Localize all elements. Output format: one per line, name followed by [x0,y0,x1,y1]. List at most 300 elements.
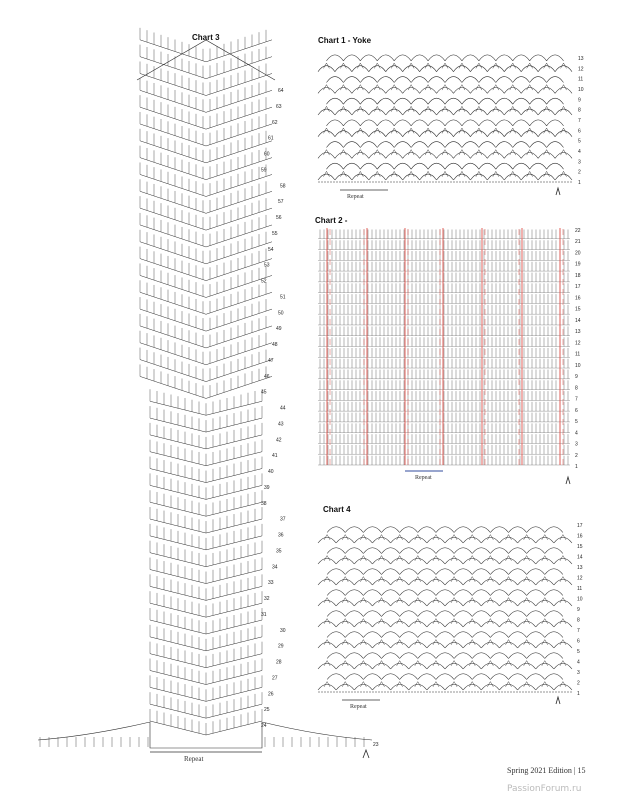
row-number: 13 [575,329,581,336]
chain-arch [479,163,496,169]
row-number: 8 [578,107,581,114]
row-number: 5 [578,138,581,145]
row-number: 33 [268,580,274,587]
row-number: 15 [575,306,581,313]
chain-arch [462,163,479,169]
chain-arch [487,174,504,180]
chain-arch [454,527,472,533]
chain-arch [418,548,436,554]
row-number: 53 [264,262,270,269]
chain-arch [499,537,517,543]
row-number: 3 [577,670,580,676]
chain-arch [409,537,427,543]
row-number: 1 [577,691,580,697]
chain-arch [377,77,394,83]
chain-arch [409,642,427,648]
chain-arch [490,527,508,533]
chain-arch [538,109,555,115]
chain-arch [437,87,454,93]
chain-arch [513,163,530,169]
chain-arch [363,569,381,575]
chart-2-start-arrow [566,477,570,484]
row-number: 64 [278,88,284,94]
chain-arch [554,600,572,606]
chain-arch [318,558,336,564]
row-number: 61 [268,135,274,142]
chain-arch [536,642,554,648]
chain-arch [499,558,517,564]
chain-arch [462,120,479,126]
row-number: 10 [578,87,584,93]
chain-arch [420,174,437,180]
chain-arch [400,590,418,596]
row-number: 38 [261,500,267,507]
chain-arch [499,621,517,627]
chain-arch [372,579,390,585]
chain-arch [445,642,463,648]
chain-arch [411,55,428,61]
chain-arch [327,611,345,617]
chain-arch [470,87,487,93]
chain-arch [372,537,390,543]
row-number: 3 [575,441,578,448]
chain-arch [327,653,345,659]
row-number: 6 [577,638,580,645]
chain-arch [436,527,454,533]
chain-arch [453,131,470,137]
chain-arch [513,98,530,104]
chain-arch [391,684,409,690]
row-number: 13 [577,565,583,571]
chain-arch [420,152,437,158]
chain-arch [336,537,354,543]
row-number: 59 [261,167,267,174]
chain-arch [462,98,479,104]
chain-arch [453,87,470,93]
chain-arch [487,131,504,137]
chain-arch [372,663,390,669]
chart-1-repeat-label: Repeat [347,194,364,200]
chain-arch [437,152,454,158]
row-number: 15 [577,544,583,550]
chart-3-diagram [38,28,372,758]
chain-arch [411,77,428,83]
chain-arch [521,87,538,93]
row-number: 26 [268,691,274,698]
chain-arch [420,87,437,93]
chain-arch [437,66,454,72]
chain-arch [352,109,369,115]
chain-arch [360,98,377,104]
row-number: 45 [261,389,267,396]
chain-arch [386,131,403,137]
chain-arch [445,663,463,669]
chart-3-peak [137,40,275,80]
row-number: 7 [577,628,580,634]
row-number: 7 [578,118,581,124]
chain-arch [463,537,481,543]
chain-arch [445,537,463,543]
row-number: 1 [578,180,581,186]
row-number: 8 [575,385,578,392]
chain-arch [343,55,360,61]
chain-arch [513,120,530,126]
chain-arch [382,632,400,638]
chain-arch [345,569,363,575]
chain-arch [427,558,445,564]
chain-arch [343,120,360,126]
chain-arch [536,684,554,690]
chain-arch [318,600,336,606]
chain-arch [490,632,508,638]
row-number: 55 [272,230,278,237]
chain-arch [403,87,420,93]
row-number: 2 [575,452,578,459]
row-number: 5 [577,649,580,655]
chain-arch [538,66,555,72]
chain-arch [336,642,354,648]
chain-arch [530,163,547,169]
chain-arch [352,87,369,93]
chain-arch [504,109,521,115]
chain-arch [538,87,555,93]
chain-arch [326,163,343,169]
chain-arch [420,66,437,72]
row-number: 8 [577,617,580,624]
chain-arch [326,120,343,126]
chain-arch [463,600,481,606]
chain-arch [545,590,563,596]
chain-arch [391,579,409,585]
chain-arch [481,558,499,564]
chain-arch [445,579,463,585]
chain-arch [470,66,487,72]
chain-arch [472,527,490,533]
chain-arch [479,120,496,126]
chain-arch [490,653,508,659]
chart-4-row-numbers [577,523,583,697]
chain-arch [382,653,400,659]
chain-arch [445,600,463,606]
row-number: 28 [276,659,282,666]
chain-arch [554,663,572,669]
chart-2-title: Chart 2 - [315,216,348,225]
chain-arch [336,663,354,669]
chain-arch [418,527,436,533]
chain-arch [470,131,487,137]
chain-arch [445,77,462,83]
chain-arch [547,120,564,126]
row-number: 3 [578,159,581,166]
chain-arch [521,152,538,158]
chain-arch [327,674,345,680]
chain-arch [343,98,360,104]
chain-arch [343,142,360,148]
chain-arch [327,569,345,575]
chain-arch [504,174,521,180]
chain-arch [536,663,554,669]
chain-arch [463,579,481,585]
chain-arch [545,653,563,659]
chain-arch [409,579,427,585]
chain-arch [411,120,428,126]
chain-arch [403,131,420,137]
chain-arch [518,600,536,606]
row-number: 11 [575,351,581,358]
chain-arch [445,55,462,61]
chain-arch [499,600,517,606]
row-number: 16 [575,295,581,302]
chain-arch [372,684,390,690]
chain-arch [436,611,454,617]
row-number: 32 [264,596,270,602]
chain-arch [335,152,352,158]
chain-arch [336,579,354,585]
chain-arch [454,632,472,638]
chain-arch [436,632,454,638]
chain-arch [545,548,563,554]
chain-arch [481,537,499,543]
chain-arch [518,642,536,648]
chain-arch [352,152,369,158]
chain-arch [354,684,372,690]
row-number: 14 [575,317,581,324]
row-number: 35 [276,548,282,555]
row-number: 49 [276,326,282,333]
chain-arch [345,653,363,659]
chain-arch [513,77,530,83]
chain-arch [382,527,400,533]
chain-arch [472,548,490,554]
row-number: 17 [577,523,583,529]
row-number: 12 [578,66,584,73]
chain-arch [463,663,481,669]
chain-arch [437,109,454,115]
row-number: 54 [268,246,274,253]
chain-arch [545,569,563,575]
chain-arch [445,621,463,627]
chain-arch [547,98,564,104]
chart-1-start-arrow [556,188,560,195]
chain-arch [327,632,345,638]
chain-arch [377,163,394,169]
chain-arch [391,621,409,627]
row-number: 1 [575,464,578,470]
chain-arch [427,642,445,648]
chain-arch [554,621,572,627]
chain-arch [472,590,490,596]
chain-arch [545,632,563,638]
chain-arch [372,558,390,564]
chain-arch [479,77,496,83]
chain-arch [487,66,504,72]
watermark: PassionForum.ru [507,784,582,794]
row-number: 9 [577,607,580,613]
chain-arch [386,109,403,115]
chain-arch [538,174,555,180]
row-number: 51 [280,294,286,301]
chain-arch [554,684,572,690]
chain-arch [462,55,479,61]
chain-arch [536,537,554,543]
chain-arch [394,98,411,104]
chain-arch [345,590,363,596]
row-number: 29 [278,643,284,650]
row-number: 30 [280,627,286,634]
row-number: 58 [280,183,286,190]
chain-arch [318,579,336,585]
chain-arch [554,558,572,564]
chain-arch [504,152,521,158]
chart-3-row-numbers [261,88,286,729]
row-number: 9 [575,374,578,381]
chain-arch [536,558,554,564]
chain-arch [463,684,481,690]
chart-1-title: Chart 1 - Yoke [318,36,372,45]
chain-arch [481,621,499,627]
chart-2-row-numbers [575,228,581,470]
row-number: 48 [272,342,278,348]
chain-arch [445,558,463,564]
chain-arch [530,142,547,148]
chain-arch [437,131,454,137]
chain-arch [369,131,386,137]
chain-arch [352,174,369,180]
page-footer-edition: Spring 2021 Edition | 15 [507,766,586,775]
row-number: 4 [575,430,578,437]
chain-arch [409,684,427,690]
chain-arch [530,77,547,83]
chain-arch [496,55,513,61]
chain-arch [363,527,381,533]
row-number: 7 [575,396,578,403]
chart-3-title: Chart 3 [192,33,220,42]
chain-arch [481,684,499,690]
chain-arch [369,152,386,158]
chain-arch [369,109,386,115]
chart-3-start-arrow [363,750,369,758]
chain-arch [547,163,564,169]
chain-arch [536,621,554,627]
chain-arch [391,600,409,606]
chain-arch [428,98,445,104]
chain-arch [481,579,499,585]
chain-arch [504,66,521,72]
chain-arch [326,55,343,61]
chain-arch [354,579,372,585]
chain-arch [555,131,572,137]
row-number: 16 [577,533,583,540]
chain-arch [409,663,427,669]
chain-arch [454,569,472,575]
chain-arch [335,87,352,93]
chain-arch [470,174,487,180]
chain-arch [445,163,462,169]
chain-arch [518,558,536,564]
chain-arch [420,131,437,137]
chain-arch [463,642,481,648]
row-number: 11 [577,586,583,592]
chain-arch [509,632,527,638]
chain-arch [336,684,354,690]
chain-arch [509,590,527,596]
chain-arch [462,142,479,148]
chain-arch [547,77,564,83]
chain-arch [463,558,481,564]
chain-arch [555,152,572,158]
chain-arch [409,558,427,564]
chain-arch [343,77,360,83]
chain-arch [527,653,545,659]
row-number: 9 [578,97,581,104]
chain-arch [400,569,418,575]
chain-arch [372,600,390,606]
chain-arch [555,109,572,115]
chain-arch [462,77,479,83]
chain-arch [555,87,572,93]
row-number: 25 [264,707,270,714]
chain-arch [372,621,390,627]
chain-arch [527,632,545,638]
chain-arch [377,120,394,126]
chart-2-repeat-label: Repeat [415,475,432,481]
chain-arch [509,527,527,533]
chain-arch [490,674,508,680]
chain-arch [382,590,400,596]
row-number: 2 [577,680,580,687]
chain-arch [382,611,400,617]
chain-arch [418,674,436,680]
chain-arch [555,66,572,72]
chain-arch [479,98,496,104]
chart-1-diagram [318,55,572,195]
chain-arch [527,611,545,617]
chart-4-start-arrow [556,697,560,704]
chain-arch [487,87,504,93]
row-number: 31 [261,611,267,618]
chain-arch [318,87,335,93]
chain-arch [472,632,490,638]
chain-arch [547,142,564,148]
chain-arch [538,152,555,158]
chain-arch [521,131,538,137]
chain-arch [345,527,363,533]
chain-arch [428,55,445,61]
row-number: 19 [575,261,581,268]
chain-arch [481,663,499,669]
chain-arch [496,142,513,148]
row-number: 37 [280,516,286,523]
chain-arch [377,142,394,148]
chain-arch [382,569,400,575]
chart-1-row-numbers [578,56,584,186]
chain-arch [318,684,336,690]
chain-arch [545,611,563,617]
chain-arch [454,548,472,554]
chain-arch [499,684,517,690]
row-number: 14 [577,554,583,561]
chain-arch [521,109,538,115]
chain-arch [400,548,418,554]
chain-arch [403,109,420,115]
chain-arch [487,109,504,115]
row-number: 47 [268,357,274,364]
chain-arch [490,590,508,596]
chain-arch [453,174,470,180]
chain-arch [354,663,372,669]
chain-arch [472,569,490,575]
chain-arch [545,674,563,680]
